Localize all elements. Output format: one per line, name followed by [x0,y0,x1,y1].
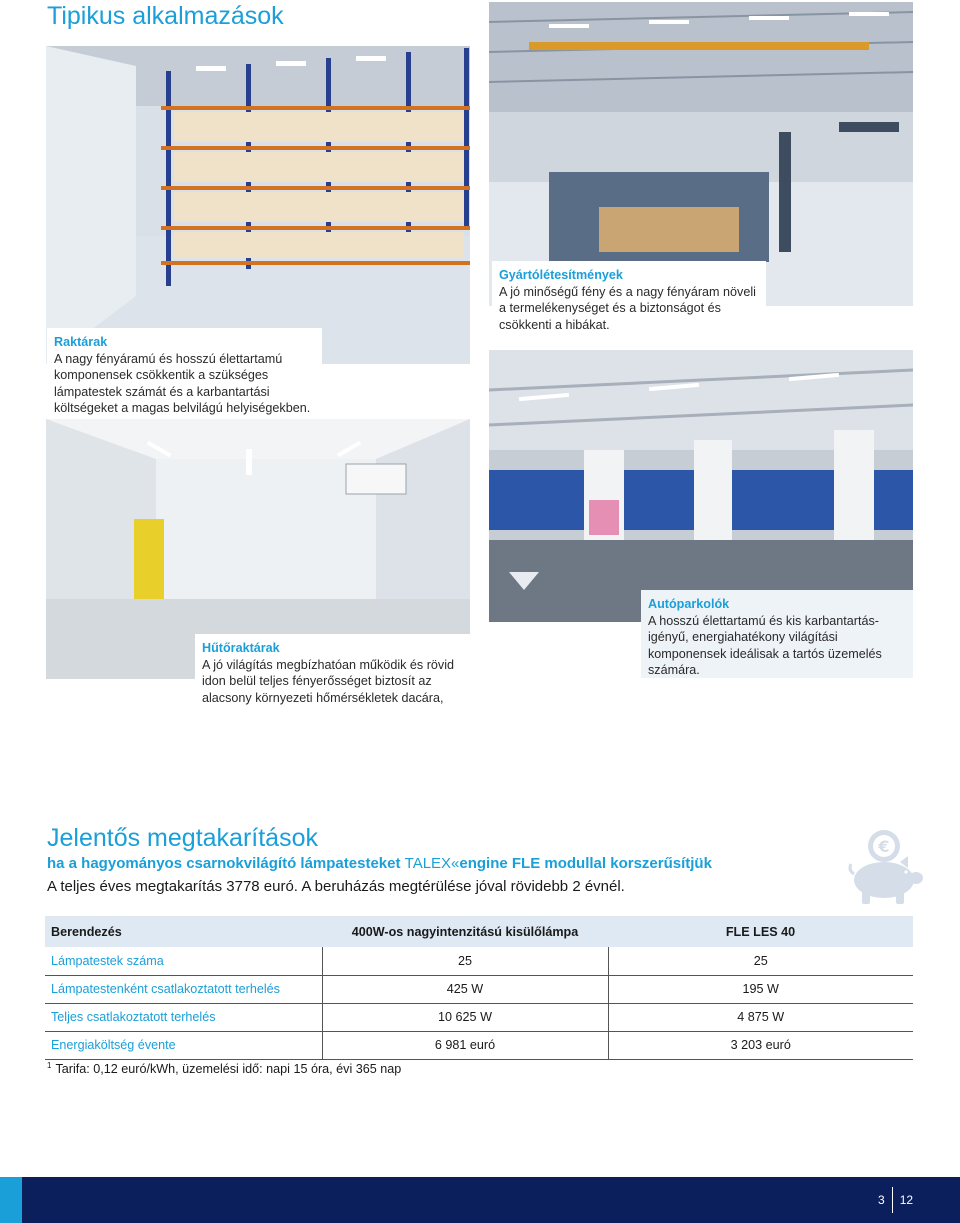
comparison-table [45,916,913,1060]
table-row [45,1031,913,1059]
table-row [45,975,913,1003]
parking-caption [641,590,913,678]
page-total: 12 [899,1193,914,1207]
page-separator [892,1187,893,1213]
warehouse-caption-text: A nagy fényáramú és hosszú élettartamú komponensek csökkentik a szükséges lámpatestek számát és a karbantartási költségeket a magas belvilágú helyiségekben. [54,351,311,415]
table-header-cell: 400W-os nagyintenzitású kisülőlámpa [322,916,608,947]
table-header-cell: FLE LES 40 [608,916,913,947]
parking-photo [489,350,913,622]
factory-caption-text: A jó minőségű fény és a nagy fényáram növeli a termelékenységet és a biztonságot és csökkenti a hibákat. [499,284,756,332]
subheading-pre: ha a hagyományos csarnokvilágító lámpatesteket [47,855,405,872]
brand-talex: TALEX [404,855,452,872]
row-label: Teljes csatlakoztatott terhelés [45,1003,322,1031]
cold-storage-caption-title: Hűtőraktárak [202,641,280,655]
footnote-mark: 1 [47,1061,52,1070]
factory-caption-title: Gyártólétesítmények [499,268,623,282]
table-header-row [45,916,913,947]
euro-symbol: € [878,837,890,856]
cell-hid-value: 10 625 W [322,1003,608,1031]
savings-subheading [47,855,712,872]
pagination [878,1186,913,1214]
footer-accent [0,1177,22,1223]
row-label: Energiaköltség évente [45,1031,322,1059]
cell-hid-value: 6 981 euró [322,1031,608,1059]
footer-bar [0,1177,960,1223]
table-row [45,947,913,975]
cell-fle-value: 3 203 euró [608,1031,913,1059]
row-label: Lámpatestek száma [45,947,322,975]
warehouse-caption [47,328,322,423]
cell-hid-value: 25 [322,947,608,975]
footnote-text: Tarifa: 0,12 euró/kWh, üzemelési idő: napi 15 óra, évi 365 nap [55,1062,402,1077]
parking-caption-title: Autóparkolók [648,597,730,611]
subheading-post: engine FLE modullal korszerűsítjük [459,855,712,872]
warehouse-photo [46,46,470,364]
warehouse-caption-title: Raktárak [54,335,108,349]
piggy-bank-icon [842,826,926,906]
savings-heading: Jelentős megtakarítások [47,824,318,852]
cell-fle-value: 195 W [608,975,913,1003]
savings-intro: A teljes éves megtakarítás 3778 euró. A beruházás megtérülése jóval rövidebb 2 évnél. [47,878,625,895]
cold-storage-caption [195,634,470,712]
page-current: 3 [878,1193,885,1207]
cell-fle-value: 25 [608,947,913,975]
row-label: Lámpatestenként csatlakoztatott terhelés [45,975,322,1003]
cold-storage-caption-text: A jó világítás megbízhatóan működik és rövid idon belül teljes fényerősséget biztosít az alacsony környezeti hőmérsékletek dacára, [202,657,455,705]
cell-fle-value: 4 875 W [608,1003,913,1031]
factory-caption [492,261,766,339]
parking-caption-text: A hosszú élettartamú és kis karbantartás-igényű, energiahatékony világítási komponensek ideálisak a tartós üzemelés számára. [648,613,882,677]
footnote [47,1061,401,1076]
table-row [45,1003,913,1031]
brand-mark: « [451,855,460,872]
page-title: Tipikus alkalmazások [47,2,284,30]
cell-hid-value: 425 W [322,975,608,1003]
table-header-cell: Berendezés [45,916,322,947]
